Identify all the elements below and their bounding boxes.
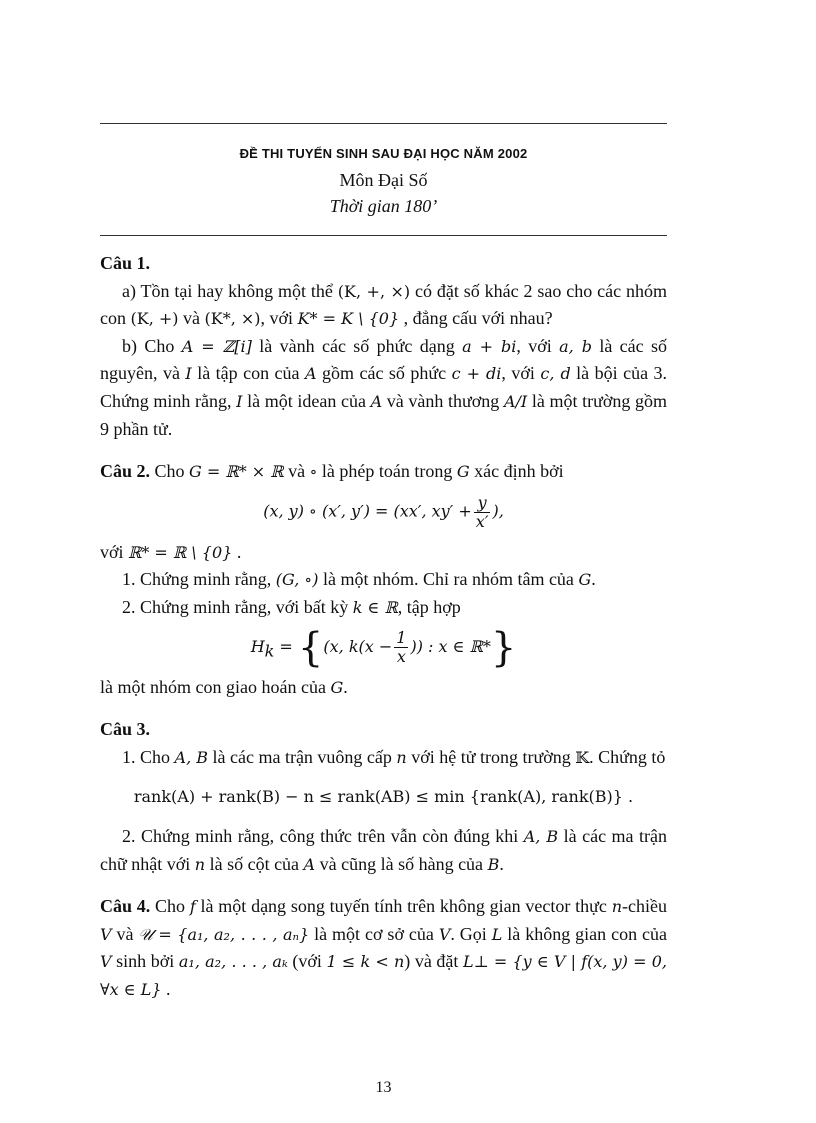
header-bottom-rule	[100, 235, 667, 236]
question-3-heading: Câu 3.	[100, 719, 151, 740]
question-1-heading: Câu 1.	[100, 253, 151, 273]
question-2-item-1: 1. Chứng minh rằng, (G, ∘) là một nhóm. Chỉ ra nhóm tâm của G.	[122, 569, 596, 590]
exam-time: Thời gian 180’	[329, 196, 438, 216]
page-number: 13	[375, 1079, 392, 1096]
question-2-equation: (x, y) ∘ (x′, y′) = (xx′, xy′ + $\frac{y}{x'}$ ),	[263, 492, 504, 531]
question-2-set-equation: $H_k = \{(x$, k(x − $\frac{1}{x}$ )) : x ∈ ℝ*}	[250, 624, 517, 671]
question-3-item-2: 2. Chứng minh rằng, công thức trên vẫn còn đúng khi A, B là các ma trận chữ nhật với n là số cột của A và cũng là số hàng của B.	[100, 825, 668, 874]
exam-body	[100, 250, 667, 1003]
top-rule	[100, 123, 667, 124]
exam-subject: Môn Đại Số	[339, 170, 428, 190]
question-2-conclusion: là một nhóm con giao hoán của G.	[100, 676, 348, 697]
question-2-item-2: 2. Chứng minh rằng, với bất kỳ k ∈ ℝ, tập hợp	[122, 596, 461, 617]
question-4-text: Câu 4. Cho f là một dạng song tuyến tính trên không gian vector thực n-chiều V và 𝒰 = {a₁, a₂, . . . , aₙ} là một cơ sở của V. Gọi L là không gian con của V sinh bởi a₁, a₂, . . . , aₖ (với 1 ≤ k < n) và đặt L⊥ = {y ∈ V | f(x, y) = 0, ∀x ∈ L} .	[100, 896, 668, 999]
question-2-definition: với ℝ* = ℝ \ {0} .	[100, 541, 242, 562]
exam-title: ĐỀ THI TUYỂN SINH SAU ĐẠI HỌC NĂM 2002	[239, 146, 528, 161]
question-2-intro: Câu 2. Cho G = ℝ* × ℝ và ∘ là phép toán trong G xác định bởi	[100, 461, 564, 482]
question-1-part-b: b) Cho A = ℤ[i] là vành các số phức dạng a + bi, với a, b là các số nguyên, và I là tập con của A gồm các số phức c + di, với c, d là bội của 3. Chứng minh rằng, I là một idean của A và vành thương A/I là một trường gồm 9 phần tử.	[100, 335, 668, 439]
question-3-item-1: 1. Cho A, B là các ma trận vuông cấp n với hệ tử trong trường 𝕂. Chứng tỏ	[122, 746, 666, 767]
question-1-part-a: a) Tồn tại hay không một thể (K, +, ×) có đặt số khác 2 sao cho các nhóm con (K, +) và (K*, ×), với K* = K \ {0} , đẳng cấu với nhau?	[100, 280, 667, 329]
question-3-rank-inequality: rank(A) + rank(B) − n ≤ rank(AB) ≤ min {rank(A), rank(B)} .	[133, 787, 634, 807]
